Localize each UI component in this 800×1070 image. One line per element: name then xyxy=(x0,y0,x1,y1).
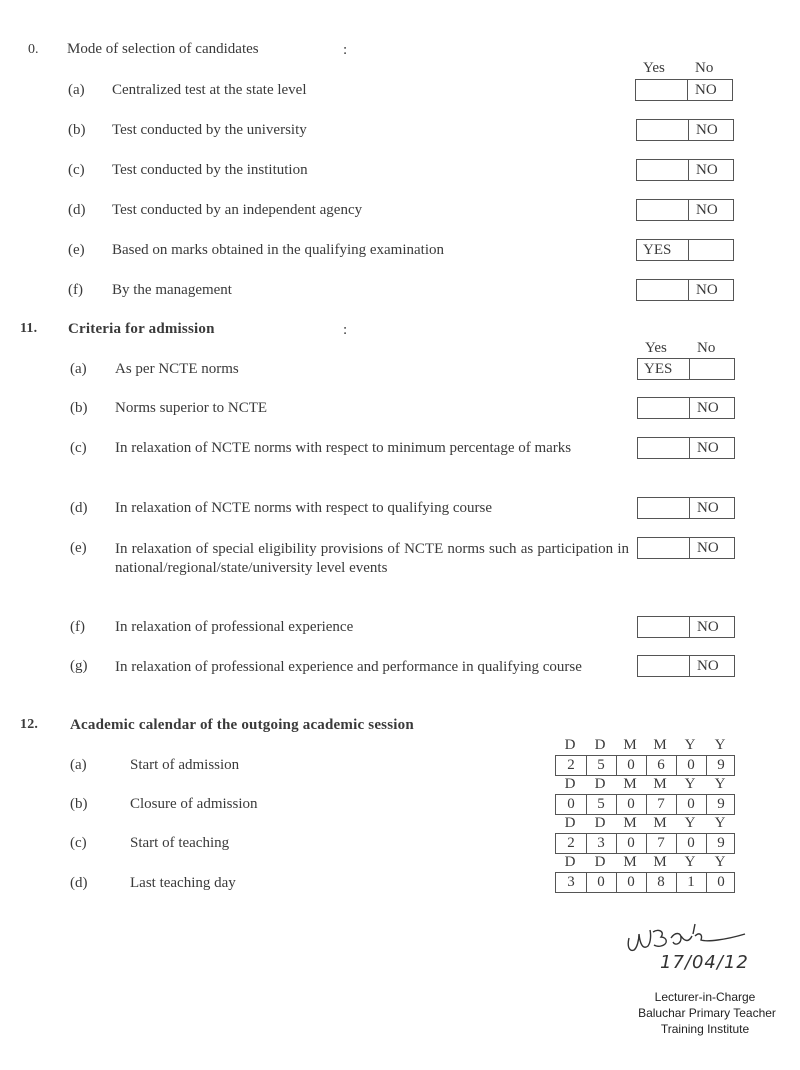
item-letter: (d) xyxy=(68,202,86,218)
section-12-title: Academic calendar of the outgoing academic session xyxy=(70,717,414,733)
item-text: In relaxation of professional experience and performance in qualifying course xyxy=(115,659,582,675)
section-10-title: Mode of selection of candidates xyxy=(67,41,259,57)
yes-no-box xyxy=(637,358,735,380)
no-value: NO xyxy=(697,500,719,516)
item-letter: (d) xyxy=(70,875,88,891)
section-12-number: 12. xyxy=(20,717,39,732)
date-format-header: D D M M Y Y xyxy=(564,737,726,753)
item-letter: (c) xyxy=(68,162,85,178)
date-format-header: D D M M Y Y xyxy=(564,815,726,831)
signature-date: 17/04/12 xyxy=(660,952,749,973)
item-text: Test conducted by an independent agency xyxy=(112,202,363,218)
yes-no-box xyxy=(637,437,735,459)
item-text: In relaxation of professional experience xyxy=(115,619,354,635)
item-text: Based on marks obtained in the qualifying examination xyxy=(112,242,445,258)
section-10-colon: : xyxy=(343,42,348,58)
item-letter: (e) xyxy=(70,540,87,556)
yes-header: Yes xyxy=(643,60,665,76)
item-text: Test conducted by the university xyxy=(112,122,307,138)
date-box: 2 5 0 6 0 9 xyxy=(555,755,735,776)
item-text: Start of teaching xyxy=(130,835,230,851)
item-text: In relaxation of NCTE norms with respect to minimum percentage of marks xyxy=(115,440,572,456)
no-value: NO xyxy=(697,400,719,416)
date-format-header: D D M M Y Y xyxy=(564,854,726,870)
signatory-title: Lecturer-in-Charge xyxy=(654,990,756,1004)
no-value: NO xyxy=(696,202,718,218)
no-header: No xyxy=(697,340,716,356)
item-text: As per NCTE norms xyxy=(115,361,239,377)
date-format-header: D D M M Y Y xyxy=(564,776,726,792)
item-letter: (b) xyxy=(68,122,86,138)
item-text: In relaxation of special eligibility provisions of NCTE norms such as participation in national/regional/state/university level events xyxy=(115,541,629,576)
item-text: Closure of admission xyxy=(130,796,258,812)
yes-value: YES xyxy=(644,361,673,377)
item-letter: (b) xyxy=(70,400,88,416)
no-value: NO xyxy=(697,440,719,456)
date-box: 2 3 0 7 0 9 xyxy=(555,833,735,854)
no-value: NO xyxy=(696,122,718,138)
item-letter: (a) xyxy=(70,361,87,377)
yes-no-box xyxy=(635,79,733,101)
no-value: NO xyxy=(696,282,718,298)
yes-no-box xyxy=(636,199,734,221)
no-value: NO xyxy=(696,162,718,178)
item-text: In relaxation of NCTE norms with respect to qualifying course xyxy=(115,500,492,516)
item-letter: (a) xyxy=(68,82,85,98)
date-box: 0 5 0 7 0 9 xyxy=(555,794,735,815)
yes-no-box xyxy=(637,537,735,559)
item-text: By the management xyxy=(112,282,232,298)
yes-no-box xyxy=(637,397,735,419)
item-letter: (c) xyxy=(70,440,87,456)
section-11-title: Criteria for admission xyxy=(68,321,215,337)
item-letter: (f) xyxy=(70,619,85,635)
institution-name-line2: Training Institute xyxy=(660,1022,750,1036)
section-10-number: 0. xyxy=(28,42,39,57)
section-11-number: 11. xyxy=(20,321,38,336)
no-value: NO xyxy=(697,540,719,556)
item-text: Start of admission xyxy=(130,757,240,773)
yes-no-box xyxy=(636,279,734,301)
yes-header: Yes xyxy=(645,340,667,356)
no-value: NO xyxy=(695,82,717,98)
item-letter: (g) xyxy=(70,658,88,674)
item-letter: (e) xyxy=(68,242,85,258)
yes-value: YES xyxy=(643,242,672,258)
institution-name-line1: Baluchar Primary Teacher xyxy=(638,1006,776,1020)
yes-no-box xyxy=(637,497,735,519)
item-text: Test conducted by the institution xyxy=(112,162,308,178)
item-letter: (d) xyxy=(70,500,88,516)
yes-no-box xyxy=(636,239,734,261)
no-value: NO xyxy=(697,619,719,635)
yes-no-box xyxy=(636,119,734,141)
item-letter: (f) xyxy=(68,282,83,298)
item-letter: (c) xyxy=(70,835,87,851)
item-letter: (a) xyxy=(70,757,87,773)
section-11-colon: : xyxy=(343,322,348,338)
yes-no-box xyxy=(636,159,734,181)
no-value: NO xyxy=(697,658,719,674)
date-box: 3 0 0 8 1 0 xyxy=(555,872,735,893)
item-text: Centralized test at the state level xyxy=(112,82,307,98)
yes-no-box xyxy=(637,655,735,677)
yes-no-box xyxy=(637,616,735,638)
item-text: Norms superior to NCTE xyxy=(115,400,268,416)
no-header: No xyxy=(695,60,714,76)
item-letter: (b) xyxy=(70,796,88,812)
item-text: Last teaching day xyxy=(130,875,236,891)
